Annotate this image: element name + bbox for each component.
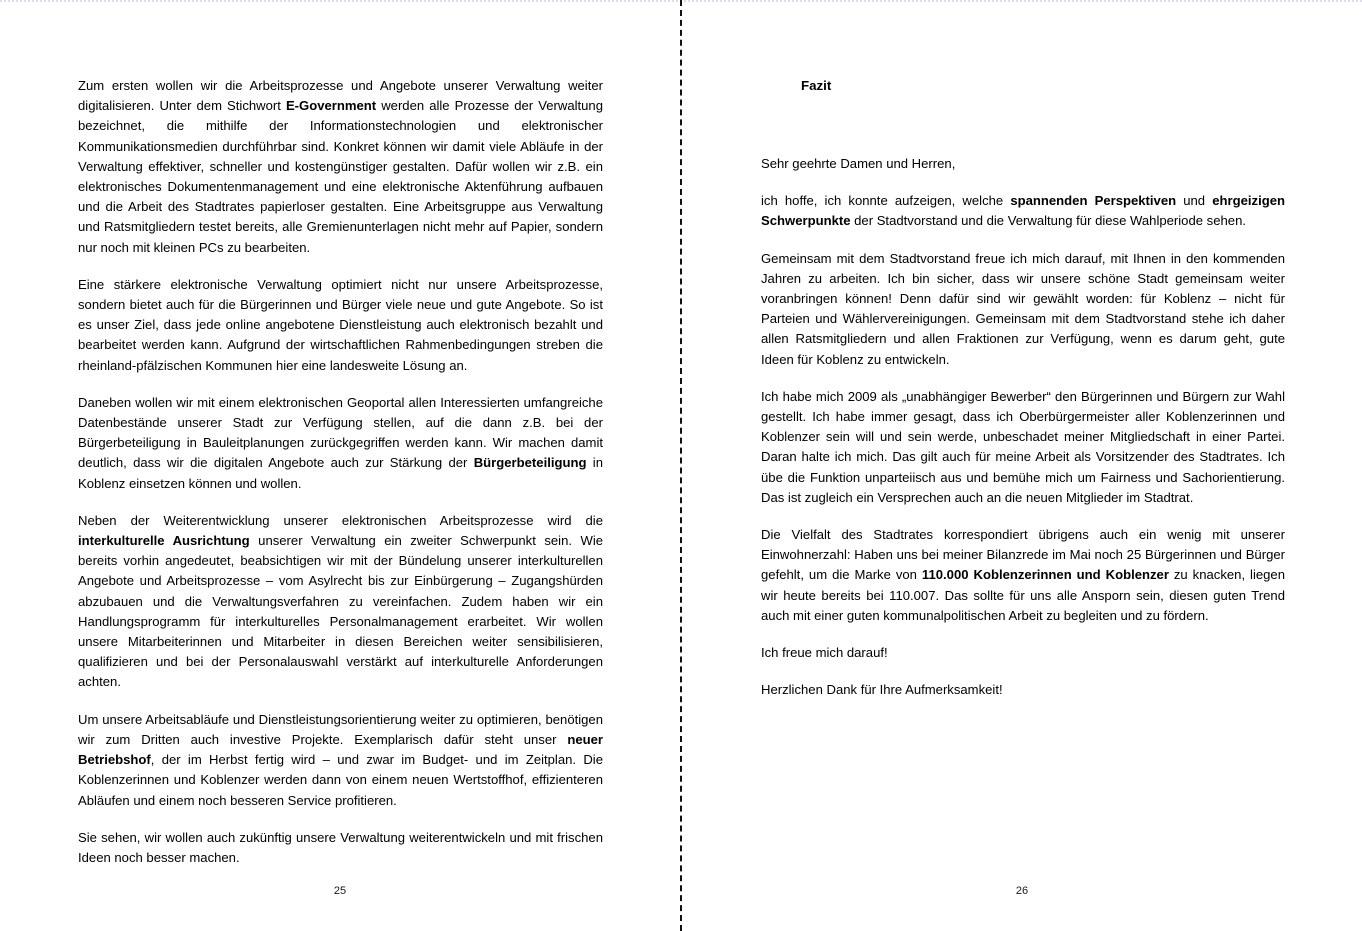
body-text: in Koblenz einsetzen können und wollen. xyxy=(78,455,603,491)
body-text: Ich habe mich 2009 als „unabhängiger Bewerber“ den Bürgerinnen und Bürgern zur Wahl gestellt. Ich habe immer gesagt, dass ich Oberbürgermeister aller Koblenzerinnen und Koblenzer sein will und sein werde, unbeschadet meiner Mitgliedschaft in einer Partei. Daran halte ich mich. Das gilt auch für meine Arbeit als Vorsitzender des Stadtrates. Ich übe die Funktion unparteiisch aus und bemühe mich um Fairness und Sachorientierung. Das ist zugleich ein Versprechen auch an die neuen Mitglieder im Stadtrat. xyxy=(761,388,1285,505)
paragraph xyxy=(761,525,1285,626)
emphasis-text: interkulturelle Ausrichtung xyxy=(78,533,250,549)
body-text: unserer Verwaltung ein zweiter Schwerpunkt sein. Wie bereits vorhin angedeutet, beabsichtigen wir mit der Bündelung unserer interkulturellen Angebote und Arbeitsprozesse – vom Asylrecht bis zur Einbürgerung – Zugangshürden abzubauen und die Verwaltungsverfahren zu vereinfachen. Zudem haben wir ein Handlungsprogramm für interkulturelles Personalmanagement erarbeitet. Wir wollen unsere Mitarbeiterinnen und Mitarbeiter in diesen Bereichen weiter sensibilisieren, qualifizieren und bei der Personalauswahl verstärkt auf interkulturelle Anforderungen achten. xyxy=(78,533,604,690)
paragraph xyxy=(761,249,1285,370)
paragraph xyxy=(78,76,603,258)
paragraph xyxy=(78,275,603,376)
emphasis-text: 110.000 Koblenzerinnen und Koblenzer xyxy=(921,567,1169,583)
page-separator-dashed-line xyxy=(680,0,682,931)
page-number-right: 26 xyxy=(1015,885,1029,897)
page-right xyxy=(682,0,1362,931)
paragraph xyxy=(78,511,603,693)
page-left xyxy=(0,0,680,931)
emphasis-text: neuer Betriebshof xyxy=(78,731,603,768)
right-page-text-column xyxy=(761,76,1285,700)
paragraph xyxy=(761,191,1285,231)
body-text: der Stadtvorstand und die Verwaltung für diese Wahlperiode sehen. xyxy=(850,213,1246,229)
body-text: Eine stärkere elektronische Verwaltung optimiert nicht nur unsere Arbeitsprozesse, sondern bietet auch für die Bürgerinnen und Bürger viele neue und gute Angebote. So ist es unser Ziel, dass jede online angebotene Dienstleistung auch elektronisch bezahlt und bearbeitet werden kann. Aufgrund der wirtschaftlichen Rahmenbedingungen streben die rheinland-pfälzischen Kommunen hier eine landesweite Lösung an. xyxy=(78,276,603,373)
paragraph xyxy=(78,710,603,811)
salutation: Sehr geehrte Damen und Herren, xyxy=(761,156,956,171)
body-text: Sie sehen, wir wollen auch zukünftig unsere Verwaltung weiterentwickeln und mit frischen Ideen noch besser machen. xyxy=(78,829,603,865)
emphasis-text: E-Government xyxy=(285,98,377,114)
body-text: und xyxy=(1176,193,1213,209)
paragraph xyxy=(78,393,603,494)
body-text: Um unsere Arbeitsabläufe und Dienstleistungsorientierung weiter zu optimieren, benötigen wir zum Dritten auch investive Projekte. Exemplarisch dafür steht unser xyxy=(78,711,603,747)
paragraph xyxy=(78,828,603,868)
body-text: ich hoffe, ich konnte aufzeigen, welche xyxy=(761,193,1011,209)
emphasis-text: Bürgerbeteiligung xyxy=(473,455,587,471)
body-text: zu knacken, liegen wir heute bereits bei 110.007. Das sollte für uns alle Ansporn sein, diesen guten Trend auch mit einer guten kommunalpolitischen Arbeit zu begleiten und zu fördern. xyxy=(761,567,1285,623)
closing-line: Herzlichen Dank für Ihre Aufmerksamkeit! xyxy=(761,682,1003,698)
closing-line: Ich freue mich darauf! xyxy=(761,645,888,661)
emphasis-text: ehrgeizigen Schwerpunkte xyxy=(761,193,1285,229)
body-text: Daneben wollen wir mit einem elektronischen Geoportal allen Interessierten umfangreiche Datenbestände unserer Stadt zur Verfügung stellen, auf die dann z.B. bei der Bürgerbeteiligung in Bauleitplanungen zurückgegriffen werden kann. Wir machen damit deutlich, dass wir die digitalen Angebote auch zur Stärkung der xyxy=(78,394,603,471)
section-heading-fazit: Fazit xyxy=(801,78,832,93)
body-text: Neben der Weiterentwicklung unserer elektronischen Arbeitsprozesse wird die xyxy=(78,512,603,528)
body-text: Zum ersten wollen wir die Arbeitsprozesse und Angebote unserer Verwaltung weiter digitalisieren. Unter dem Stichwort xyxy=(78,78,603,114)
left-page-text-column xyxy=(78,76,603,868)
body-text: Gemeinsam mit dem Stadtvorstand freue ich mich darauf, mit Ihnen in den kommenden Jahren zu arbeiten. Ich bin sicher, dass wir unsere schöne Stadt gemeinsam weiter voranbringen können! Denn dafür sind wir gewählt worden: für Koblenz – nicht für Parteien und Wählervereinigungen. Gemeinsam mit dem Stadtvorstand stehe ich daher allen Ratsmitgliedern und allen Fraktionen zur Verfügung, wenn es darum geht, gute Ideen für Koblenz zu entwickeln. xyxy=(761,250,1285,367)
paragraph xyxy=(761,387,1285,508)
page-number-left: 25 xyxy=(333,885,347,897)
body-text: werden alle Prozesse der Verwaltung bezeichnet, die mithilfe der Informationstechnologien und elektronischer Kommunikationsmedien durchführbar sind. Konkret können wir damit viele Abläufe in der Verwaltung effektiver, schneller und kostengünstiger gestalten. Dafür wollen wir z.B. ein elektronisches Dokumentenmanagement und eine elektronische Aktenführung aufbauen und die Arbeit des Stadtrates papierloser gestalten. Eine Arbeitsgruppe aus Verwaltung und Ratsmitgliedern testet bereits, alle Gremienunterlagen nicht mehr auf Papier, sondern nur noch mit kleinen PCs zu bearbeiten. xyxy=(78,98,603,255)
emphasis-text: spannenden Perspektiven xyxy=(1010,193,1177,209)
body-text: , der im Herbst fertig wird – und zwar im Budget- und im Zeitplan. Die Koblenzerinnen und Koblenzer werden dann von einem neuen Wertstoffhof, effizienteren Abläufen und einem noch besseren Service profitieren. xyxy=(78,752,603,808)
body-text: Die Vielfalt des Stadtrates korrespondiert übrigens auch ein wenig mit unserer Einwohnerzahl: Haben uns bei meiner Bilanzrede im Mai noch 25 Bürgerinnen und Bürger gefehlt, um die Marke von xyxy=(761,527,1285,583)
